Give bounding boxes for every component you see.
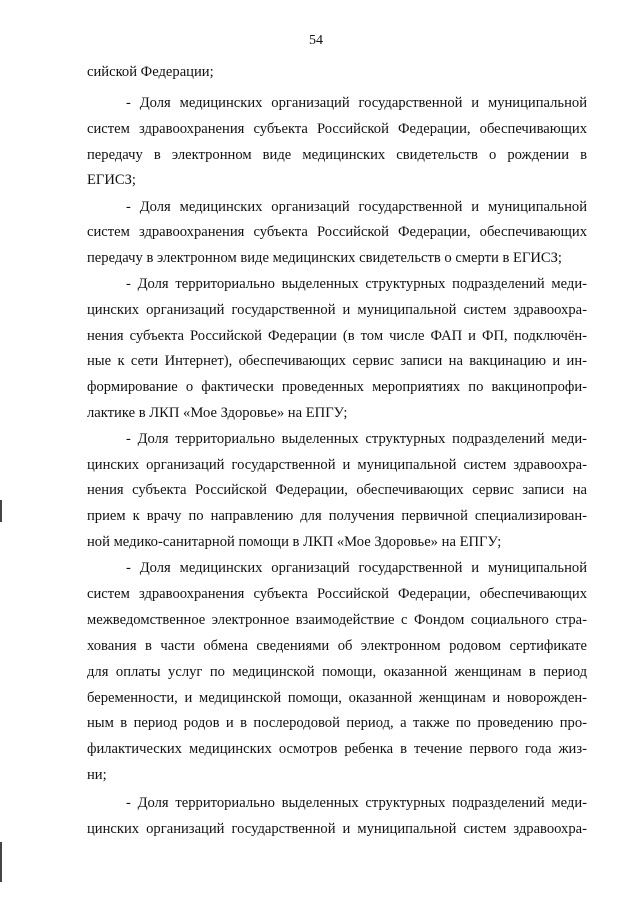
- scan-edge-mark: [0, 842, 2, 882]
- text-line: для оплаты услуг по медицинской помощи, оказанной женщинам в период: [87, 664, 587, 680]
- text-line: цинских организаций государственной и муниципальной систем здравоохра-: [87, 302, 587, 318]
- text-line: - Доля медицинских организаций государственной и муниципальной: [126, 560, 587, 576]
- text-line: ные к сети Интернет), обеспечивающих сервис записи на вакцинацию и ин-: [87, 353, 587, 369]
- text-line: ной медико-санитарной помощи в ЛКП «Мое Здоровье» на ЕПГУ;: [87, 534, 502, 550]
- text-line: нения субъекта Российской Федерации (в том числе ФАП и ФП, подключён-: [87, 328, 587, 344]
- text-line: лактике в ЛКП «Мое Здоровье» на ЕПГУ;: [87, 405, 348, 421]
- page-number: 54: [309, 33, 323, 48]
- text-line: формирование о фактически проведенных мероприятиях по вакцинопрофи-: [87, 379, 587, 395]
- text-line: - Доля медицинских организаций государственной и муниципальной: [126, 199, 587, 215]
- text-line: сийской Федерации;: [87, 64, 214, 80]
- text-line: передачу в электронном виде медицинских свидетельств о рождении в: [87, 147, 587, 163]
- text-line: хования в части обмена сведениями об электронном родовом сертификате: [87, 638, 587, 654]
- text-line: - Доля медицинских организаций государственной и муниципальной: [126, 95, 587, 111]
- text-line: цинских организаций государственной и муниципальной систем здравоохра-: [87, 457, 587, 473]
- text-line: прием к врачу по направлению для получения первичной специализирован-: [87, 508, 587, 524]
- text-line: систем здравоохранения субъекта Российской Федерации, обеспечивающих: [87, 586, 587, 602]
- text-line: - Доля территориально выделенных структурных подразделений меди-: [126, 276, 587, 292]
- text-line: беременности, и медицинской помощи, оказанной женщинам и новорожден-: [87, 690, 587, 706]
- text-line: цинских организаций государственной и муниципальной систем здравоохра-: [87, 821, 587, 837]
- text-line: ным в период родов и в послеродовой период, а также по проведению про-: [87, 715, 587, 731]
- scan-edge-mark: [0, 500, 2, 522]
- text-line: межведомственное электронное взаимодействие с Фондом социального стра-: [87, 612, 587, 628]
- text-line: филактических медицинских осмотров ребенка в течение первого года жиз-: [87, 741, 587, 757]
- text-line: передачу в электронном виде медицинских свидетельств о смерти в ЕГИСЗ;: [87, 250, 562, 266]
- text-line: ни;: [87, 767, 107, 783]
- text-line: - Доля территориально выделенных структурных подразделений меди-: [126, 795, 587, 811]
- text-line: систем здравоохранения субъекта Российской Федерации, обеспечивающих: [87, 224, 587, 240]
- text-line: - Доля территориально выделенных структурных подразделений меди-: [126, 431, 587, 447]
- text-line: нения субъекта Российской Федерации, обеспечивающих сервис записи на: [87, 482, 587, 498]
- text-line: ЕГИСЗ;: [87, 172, 136, 188]
- text-line: систем здравоохранения субъекта Российской Федерации, обеспечивающих: [87, 121, 587, 137]
